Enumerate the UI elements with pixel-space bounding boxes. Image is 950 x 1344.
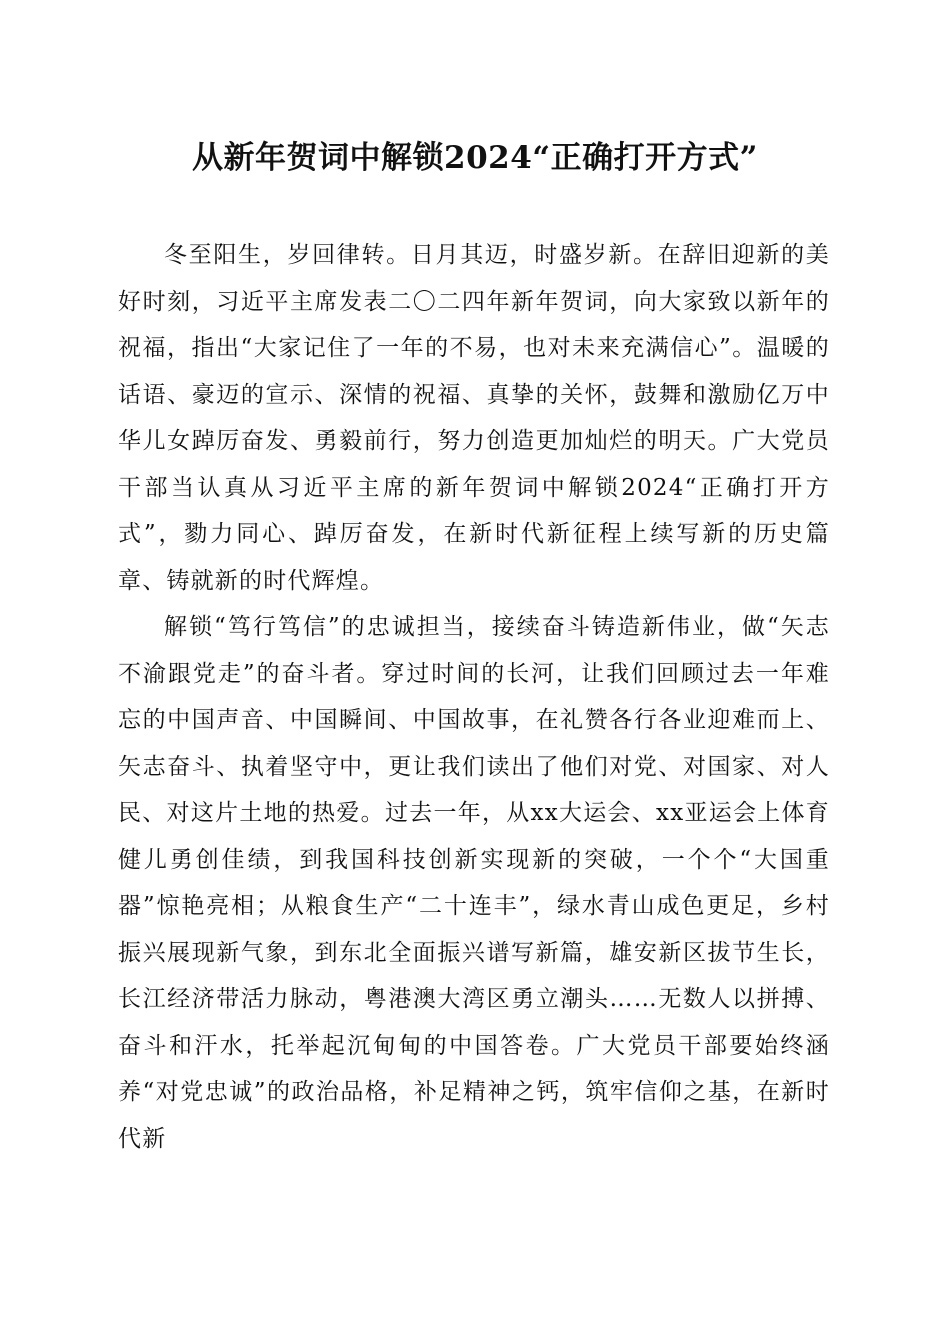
paragraph-1: 冬至阳生，岁回律转。日月其迈，时盛岁新。在辞旧迎新的美好时刻，习近平主席发表二〇二四年新年贺词，向大家致以新年的祝福，指出“大家记住了一年的不易，也对未来充满信心”。温暖的话语、豪迈的宣示、深情的祝福、真挚的关怀，鼓舞和激励亿万中华儿女踔厉奋发、勇毅前行，努力创造更加灿烂的明天。广大党员干部当认真从习近平主席的新年贺词中解锁2024“正确打开方式”，勠力同心、踔厉奋发，在新时代新征程上续写新的历史篇章、铸就新的时代辉煌。	[118, 242, 830, 594]
paragraph-2: 解锁“笃行笃信”的忠诚担当，接续奋斗铸造新伟业，做“矢志不渝跟党走”的奋斗者。穿过时间的长河，让我们回顾过去一年难忘的中国声音、中国瞬间、中国故事，在礼赞各行各业迎难而上、矢志奋斗、执着坚守中，更让我们读出了他们对党、对国家、对人民、对这片土地的热爱。过去一年，从xx大运会、xx亚运会上体育健儿勇创佳绩，到我国科技创新实现新的突破，一个个“大国重器”惊艳亮相；从粮食生产“二十连丰”，绿水青山成色更足，乡村振兴展现新气象，到东北全面振兴谱写新篇，雄安新区拔节生长，长江经济带活力脉动，粤港澳大湾区勇立潮头……无数人以拼搏、奋斗和汗水，托举起沉甸甸的中国答卷。广大党员干部要始终涵养“对党忠诚”的政治品格，补足精神之钙，筑牢信仰之基，在新时代新	[118, 614, 830, 1152]
document-body	[118, 232, 830, 1162]
document-title: 从新年贺词中解锁2024“正确打开方式”	[192, 140, 758, 176]
